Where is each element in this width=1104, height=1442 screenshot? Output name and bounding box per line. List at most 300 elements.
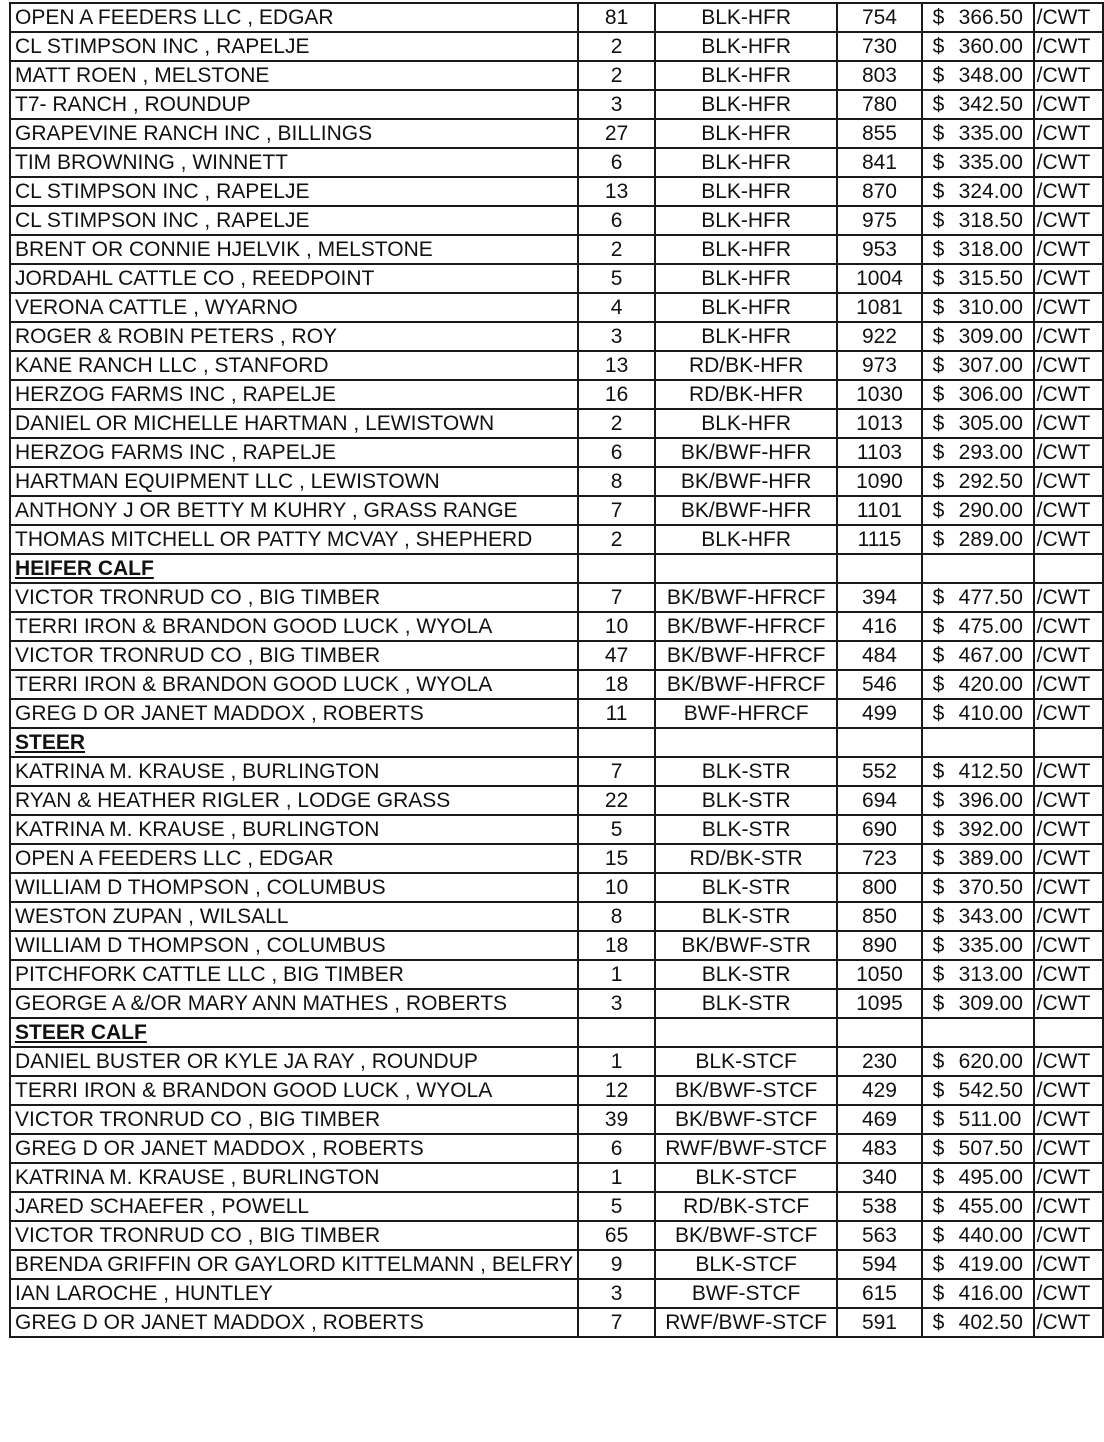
- weight-cell: 800: [837, 873, 921, 902]
- consignor-cell: GEORGE A &/OR MARY ANN MATHES , ROBERTS: [10, 989, 578, 1018]
- head-count-cell: 6: [578, 1134, 655, 1163]
- empty-cell: [578, 554, 655, 583]
- price-cell: [922, 32, 1034, 61]
- price-cell: [922, 1221, 1034, 1250]
- price-cell: [922, 844, 1034, 873]
- head-count-cell: 2: [578, 61, 655, 90]
- price-cell: [922, 525, 1034, 554]
- cattle-type-cell: BLK-HFR: [655, 206, 837, 235]
- consignor-cell: HERZOG FARMS INC , RAPELJE: [10, 380, 578, 409]
- table-row: [10, 1192, 1103, 1221]
- price-amount: 440.00: [958, 1224, 1023, 1247]
- head-count-cell: 27: [578, 119, 655, 148]
- price-unit-cell: /CWT: [1034, 612, 1103, 641]
- empty-cell: [922, 728, 1034, 757]
- price-cell: [922, 1134, 1034, 1163]
- consignor-cell: VICTOR TRONRUD CO , BIG TIMBER: [10, 583, 578, 612]
- currency-symbol: $: [932, 6, 945, 29]
- cattle-type-cell: BK/BWF-HFRCF: [655, 612, 837, 641]
- currency-symbol: $: [932, 905, 945, 928]
- weight-cell: 855: [837, 119, 921, 148]
- consignor-cell: JORDAHL CATTLE CO , REEDPOINT: [10, 264, 578, 293]
- consignor-cell: CL STIMPSON INC , RAPELJE: [10, 177, 578, 206]
- price-amount: 455.00: [958, 1195, 1023, 1218]
- price-unit-cell: /CWT: [1034, 1105, 1103, 1134]
- table-row: [10, 960, 1103, 989]
- weight-cell: 1090: [837, 467, 921, 496]
- price-cell: [922, 960, 1034, 989]
- weight-cell: 469: [837, 1105, 921, 1134]
- currency-symbol: $: [932, 528, 945, 551]
- table-row: [10, 902, 1103, 931]
- head-count-cell: 9: [578, 1250, 655, 1279]
- price-cell: [922, 1279, 1034, 1308]
- weight-cell: 429: [837, 1076, 921, 1105]
- consignor-cell: GREG D OR JANET MADDOX , ROBERTS: [10, 699, 578, 728]
- cattle-type-cell: BLK-HFR: [655, 32, 837, 61]
- cattle-type-cell: BLK-STR: [655, 960, 837, 989]
- cattle-type-cell: BLK-HFR: [655, 264, 837, 293]
- price-unit-cell: /CWT: [1034, 786, 1103, 815]
- price-unit-cell: /CWT: [1034, 438, 1103, 467]
- table-row: [10, 496, 1103, 525]
- cattle-type-cell: BLK-STR: [655, 989, 837, 1018]
- currency-symbol: $: [932, 992, 945, 1015]
- consignor-cell: VICTOR TRONRUD CO , BIG TIMBER: [10, 641, 578, 670]
- cattle-type-cell: BLK-HFR: [655, 322, 837, 351]
- weight-cell: 563: [837, 1221, 921, 1250]
- price-unit-cell: /CWT: [1034, 293, 1103, 322]
- table-row: [10, 467, 1103, 496]
- price-amount: 306.00: [958, 383, 1023, 406]
- price-unit-cell: /CWT: [1034, 3, 1103, 32]
- table-row: [10, 206, 1103, 235]
- table-row: [10, 989, 1103, 1018]
- price-cell: [922, 322, 1034, 351]
- head-count-cell: 11: [578, 699, 655, 728]
- price-amount: 293.00: [958, 441, 1023, 464]
- price-amount: 370.50: [958, 876, 1023, 899]
- weight-cell: 615: [837, 1279, 921, 1308]
- currency-symbol: $: [932, 499, 945, 522]
- price-unit-cell: /CWT: [1034, 119, 1103, 148]
- price-cell: [922, 90, 1034, 119]
- price-unit-cell: /CWT: [1034, 1076, 1103, 1105]
- cattle-type-cell: BK/BWF-HFRCF: [655, 641, 837, 670]
- consignor-cell: HERZOG FARMS INC , RAPELJE: [10, 438, 578, 467]
- empty-cell: [655, 554, 837, 583]
- currency-symbol: $: [932, 702, 945, 725]
- head-count-cell: 39: [578, 1105, 655, 1134]
- weight-cell: 690: [837, 815, 921, 844]
- currency-symbol: $: [932, 1282, 945, 1305]
- price-cell: [922, 1192, 1034, 1221]
- consignor-cell: CL STIMPSON INC , RAPELJE: [10, 32, 578, 61]
- cattle-type-cell: BK/BWF-HFRCF: [655, 583, 837, 612]
- cattle-type-cell: BK/BWF-HFR: [655, 467, 837, 496]
- price-amount: 392.00: [958, 818, 1023, 841]
- head-count-cell: 18: [578, 670, 655, 699]
- weight-cell: 1103: [837, 438, 921, 467]
- cattle-type-cell: BLK-HFR: [655, 119, 837, 148]
- cattle-type-cell: BLK-STCF: [655, 1250, 837, 1279]
- section-title: HEIFER CALF: [10, 554, 578, 583]
- price-amount: 348.00: [958, 64, 1023, 87]
- price-unit-cell: /CWT: [1034, 322, 1103, 351]
- price-amount: 366.50: [958, 6, 1023, 29]
- table-row: [10, 380, 1103, 409]
- cattle-type-cell: BLK-HFR: [655, 148, 837, 177]
- table-row: [10, 1250, 1103, 1279]
- weight-cell: 1050: [837, 960, 921, 989]
- table-row: [10, 409, 1103, 438]
- price-cell: [922, 148, 1034, 177]
- price-cell: [922, 264, 1034, 293]
- head-count-cell: 7: [578, 496, 655, 525]
- price-unit-cell: /CWT: [1034, 989, 1103, 1018]
- consignor-cell: GREG D OR JANET MADDOX , ROBERTS: [10, 1308, 578, 1337]
- cattle-type-cell: BLK-HFR: [655, 293, 837, 322]
- weight-cell: 484: [837, 641, 921, 670]
- price-cell: [922, 409, 1034, 438]
- consignor-cell: PITCHFORK CATTLE LLC , BIG TIMBER: [10, 960, 578, 989]
- head-count-cell: 12: [578, 1076, 655, 1105]
- head-count-cell: 16: [578, 380, 655, 409]
- price-unit-cell: /CWT: [1034, 902, 1103, 931]
- consignor-cell: MATT ROEN , MELSTONE: [10, 61, 578, 90]
- weight-cell: 340: [837, 1163, 921, 1192]
- head-count-cell: 2: [578, 235, 655, 264]
- price-cell: [922, 1250, 1034, 1279]
- currency-symbol: $: [932, 209, 945, 232]
- empty-cell: [578, 1018, 655, 1047]
- price-amount: 542.50: [958, 1079, 1023, 1102]
- price-cell: [922, 438, 1034, 467]
- price-amount: 416.00: [958, 1282, 1023, 1305]
- weight-cell: 870: [837, 177, 921, 206]
- price-amount: 412.50: [958, 760, 1023, 783]
- consignor-cell: VICTOR TRONRUD CO , BIG TIMBER: [10, 1105, 578, 1134]
- weight-cell: 694: [837, 786, 921, 815]
- consignor-cell: TERRI IRON & BRANDON GOOD LUCK , WYOLA: [10, 612, 578, 641]
- weight-cell: 230: [837, 1047, 921, 1076]
- empty-cell: [578, 728, 655, 757]
- cattle-type-cell: BK/BWF-HFRCF: [655, 670, 837, 699]
- head-count-cell: 5: [578, 1192, 655, 1221]
- price-amount: 389.00: [958, 847, 1023, 870]
- cattle-type-cell: RD/BK-STR: [655, 844, 837, 873]
- price-cell: [922, 1105, 1034, 1134]
- head-count-cell: 10: [578, 612, 655, 641]
- price-amount: 292.50: [958, 470, 1023, 493]
- table-row: [10, 1279, 1103, 1308]
- weight-cell: 1081: [837, 293, 921, 322]
- weight-cell: 416: [837, 612, 921, 641]
- section-header-row: [10, 728, 1103, 757]
- empty-cell: [837, 728, 921, 757]
- price-amount: 315.50: [958, 267, 1023, 290]
- table-row: [10, 119, 1103, 148]
- consignor-cell: TERRI IRON & BRANDON GOOD LUCK , WYOLA: [10, 1076, 578, 1105]
- currency-symbol: $: [932, 470, 945, 493]
- currency-symbol: $: [932, 1079, 945, 1102]
- cattle-type-cell: BLK-HFR: [655, 235, 837, 264]
- cattle-type-cell: BK/BWF-HFR: [655, 438, 837, 467]
- head-count-cell: 13: [578, 177, 655, 206]
- consignor-cell: ANTHONY J OR BETTY M KUHRY , GRASS RANGE: [10, 496, 578, 525]
- sales-results-body: [10, 3, 1103, 1337]
- price-amount: 410.00: [958, 702, 1023, 725]
- price-cell: [922, 612, 1034, 641]
- cattle-type-cell: BLK-STR: [655, 873, 837, 902]
- price-amount: 309.00: [958, 325, 1023, 348]
- price-unit-cell: /CWT: [1034, 670, 1103, 699]
- price-cell: [922, 1047, 1034, 1076]
- currency-symbol: $: [932, 35, 945, 58]
- price-amount: 475.00: [958, 615, 1023, 638]
- table-row: [10, 1047, 1103, 1076]
- table-row: [10, 1308, 1103, 1337]
- currency-symbol: $: [932, 93, 945, 116]
- cattle-type-cell: RD/BK-STCF: [655, 1192, 837, 1221]
- empty-cell: [1034, 1018, 1103, 1047]
- cattle-type-cell: BLK-HFR: [655, 177, 837, 206]
- table-row: [10, 699, 1103, 728]
- weight-cell: 1101: [837, 496, 921, 525]
- price-amount: 342.50: [958, 93, 1023, 116]
- table-row: [10, 61, 1103, 90]
- head-count-cell: 18: [578, 931, 655, 960]
- head-count-cell: 2: [578, 409, 655, 438]
- table-row: [10, 322, 1103, 351]
- cattle-type-cell: BWF-STCF: [655, 1279, 837, 1308]
- cattle-type-cell: BLK-HFR: [655, 3, 837, 32]
- section-title: STEER: [10, 728, 578, 757]
- price-amount: 343.00: [958, 905, 1023, 928]
- price-unit-cell: /CWT: [1034, 815, 1103, 844]
- head-count-cell: 6: [578, 438, 655, 467]
- currency-symbol: $: [932, 934, 945, 957]
- head-count-cell: 4: [578, 293, 655, 322]
- price-amount: 318.00: [958, 238, 1023, 261]
- price-cell: [922, 119, 1034, 148]
- currency-symbol: $: [932, 1224, 945, 1247]
- empty-cell: [655, 1018, 837, 1047]
- cattle-type-cell: BLK-HFR: [655, 90, 837, 119]
- table-row: [10, 873, 1103, 902]
- price-unit-cell: /CWT: [1034, 1163, 1103, 1192]
- currency-symbol: $: [932, 1253, 945, 1276]
- weight-cell: 591: [837, 1308, 921, 1337]
- weight-cell: 780: [837, 90, 921, 119]
- consignor-cell: T7- RANCH , ROUNDUP: [10, 90, 578, 119]
- head-count-cell: 2: [578, 525, 655, 554]
- cattle-type-cell: BK/BWF-STR: [655, 931, 837, 960]
- price-unit-cell: /CWT: [1034, 699, 1103, 728]
- weight-cell: 394: [837, 583, 921, 612]
- currency-symbol: $: [932, 325, 945, 348]
- consignor-cell: CL STIMPSON INC , RAPELJE: [10, 206, 578, 235]
- consignor-cell: KANE RANCH LLC , STANFORD: [10, 351, 578, 380]
- consignor-cell: WILLIAM D THOMPSON , COLUMBUS: [10, 873, 578, 902]
- price-amount: 467.00: [958, 644, 1023, 667]
- price-amount: 402.50: [958, 1311, 1023, 1334]
- section-header-row: [10, 554, 1103, 583]
- consignor-cell: JARED SCHAEFER , POWELL: [10, 1192, 578, 1221]
- price-unit-cell: /CWT: [1034, 32, 1103, 61]
- weight-cell: 1013: [837, 409, 921, 438]
- currency-symbol: $: [932, 441, 945, 464]
- price-unit-cell: /CWT: [1034, 235, 1103, 264]
- price-amount: 420.00: [958, 673, 1023, 696]
- consignor-cell: VERONA CATTLE , WYARNO: [10, 293, 578, 322]
- price-amount: 511.00: [958, 1108, 1022, 1131]
- weight-cell: 803: [837, 61, 921, 90]
- price-unit-cell: /CWT: [1034, 1279, 1103, 1308]
- weight-cell: 1030: [837, 380, 921, 409]
- price-unit-cell: /CWT: [1034, 1221, 1103, 1250]
- consignor-cell: WILLIAM D THOMPSON , COLUMBUS: [10, 931, 578, 960]
- cattle-type-cell: RWF/BWF-STCF: [655, 1134, 837, 1163]
- price-amount: 360.00: [958, 35, 1023, 58]
- price-unit-cell: /CWT: [1034, 583, 1103, 612]
- section-header-row: [10, 1018, 1103, 1047]
- price-cell: [922, 1308, 1034, 1337]
- table-row: [10, 351, 1103, 380]
- empty-cell: [837, 1018, 921, 1047]
- price-cell: [922, 815, 1034, 844]
- price-cell: [922, 1076, 1034, 1105]
- currency-symbol: $: [932, 238, 945, 261]
- table-row: [10, 641, 1103, 670]
- consignor-cell: GREG D OR JANET MADDOX , ROBERTS: [10, 1134, 578, 1163]
- price-unit-cell: /CWT: [1034, 467, 1103, 496]
- head-count-cell: 65: [578, 1221, 655, 1250]
- price-amount: 507.50: [958, 1137, 1023, 1160]
- currency-symbol: $: [932, 789, 945, 812]
- cattle-type-cell: BLK-HFR: [655, 61, 837, 90]
- weight-cell: 1004: [837, 264, 921, 293]
- price-amount: 335.00: [958, 151, 1023, 174]
- currency-symbol: $: [932, 151, 945, 174]
- consignor-cell: THOMAS MITCHELL OR PATTY MCVAY , SHEPHERD: [10, 525, 578, 554]
- currency-symbol: $: [932, 383, 945, 406]
- cattle-type-cell: BK/BWF-STCF: [655, 1221, 837, 1250]
- price-unit-cell: /CWT: [1034, 1134, 1103, 1163]
- price-amount: 335.00: [958, 122, 1023, 145]
- head-count-cell: 1: [578, 1163, 655, 1192]
- head-count-cell: 8: [578, 902, 655, 931]
- table-row: [10, 1221, 1103, 1250]
- consignor-cell: OPEN A FEEDERS LLC , EDGAR: [10, 3, 578, 32]
- consignor-cell: KATRINA M. KRAUSE , BURLINGTON: [10, 815, 578, 844]
- table-row: [10, 148, 1103, 177]
- consignor-cell: KATRINA M. KRAUSE , BURLINGTON: [10, 1163, 578, 1192]
- currency-symbol: $: [932, 1108, 945, 1131]
- table-row: [10, 931, 1103, 960]
- head-count-cell: 6: [578, 206, 655, 235]
- weight-cell: 1095: [837, 989, 921, 1018]
- table-row: [10, 525, 1103, 554]
- table-row: [10, 757, 1103, 786]
- consignor-cell: BRENDA GRIFFIN OR GAYLORD KITTELMANN , BELFRY: [10, 1250, 578, 1279]
- price-cell: [922, 786, 1034, 815]
- empty-cell: [922, 554, 1034, 583]
- price-amount: 324.00: [958, 180, 1023, 203]
- weight-cell: 499: [837, 699, 921, 728]
- table-row: [10, 786, 1103, 815]
- currency-symbol: $: [932, 1050, 945, 1073]
- head-count-cell: 1: [578, 1047, 655, 1076]
- price-amount: 620.00: [958, 1050, 1023, 1073]
- price-unit-cell: /CWT: [1034, 844, 1103, 873]
- weight-cell: 890: [837, 931, 921, 960]
- head-count-cell: 3: [578, 989, 655, 1018]
- price-cell: [922, 61, 1034, 90]
- weight-cell: 594: [837, 1250, 921, 1279]
- cattle-type-cell: BK/BWF-STCF: [655, 1105, 837, 1134]
- price-cell: [922, 873, 1034, 902]
- price-unit-cell: /CWT: [1034, 148, 1103, 177]
- cattle-type-cell: RD/BK-HFR: [655, 351, 837, 380]
- head-count-cell: 1: [578, 960, 655, 989]
- head-count-cell: 10: [578, 873, 655, 902]
- currency-symbol: $: [932, 1137, 945, 1160]
- weight-cell: 483: [837, 1134, 921, 1163]
- table-row: [10, 844, 1103, 873]
- cattle-type-cell: BLK-STR: [655, 757, 837, 786]
- table-row: [10, 670, 1103, 699]
- price-cell: [922, 293, 1034, 322]
- price-cell: [922, 902, 1034, 931]
- head-count-cell: 47: [578, 641, 655, 670]
- empty-cell: [837, 554, 921, 583]
- currency-symbol: $: [932, 354, 945, 377]
- price-cell: [922, 670, 1034, 699]
- price-amount: 477.50: [958, 586, 1023, 609]
- consignor-cell: WESTON ZUPAN , WILSALL: [10, 902, 578, 931]
- price-unit-cell: /CWT: [1034, 1308, 1103, 1337]
- currency-symbol: $: [932, 412, 945, 435]
- price-amount: 335.00: [958, 934, 1023, 957]
- currency-symbol: $: [932, 818, 945, 841]
- cattle-type-cell: BLK-STCF: [655, 1163, 837, 1192]
- price-unit-cell: /CWT: [1034, 1047, 1103, 1076]
- consignor-cell: OPEN A FEEDERS LLC , EDGAR: [10, 844, 578, 873]
- price-unit-cell: /CWT: [1034, 1192, 1103, 1221]
- price-cell: [922, 206, 1034, 235]
- currency-symbol: $: [932, 760, 945, 783]
- currency-symbol: $: [932, 64, 945, 87]
- consignor-cell: IAN LAROCHE , HUNTLEY: [10, 1279, 578, 1308]
- head-count-cell: 3: [578, 90, 655, 119]
- weight-cell: 953: [837, 235, 921, 264]
- head-count-cell: 3: [578, 1279, 655, 1308]
- consignor-cell: TIM BROWNING , WINNETT: [10, 148, 578, 177]
- currency-symbol: $: [932, 876, 945, 899]
- table-row: [10, 1076, 1103, 1105]
- cattle-type-cell: RD/BK-HFR: [655, 380, 837, 409]
- consignor-cell: DANIEL OR MICHELLE HARTMAN , LEWISTOWN: [10, 409, 578, 438]
- weight-cell: 975: [837, 206, 921, 235]
- price-unit-cell: /CWT: [1034, 757, 1103, 786]
- table-row: [10, 1134, 1103, 1163]
- price-amount: 419.00: [958, 1253, 1023, 1276]
- head-count-cell: 5: [578, 815, 655, 844]
- head-count-cell: 81: [578, 3, 655, 32]
- head-count-cell: 7: [578, 757, 655, 786]
- price-amount: 305.00: [958, 412, 1023, 435]
